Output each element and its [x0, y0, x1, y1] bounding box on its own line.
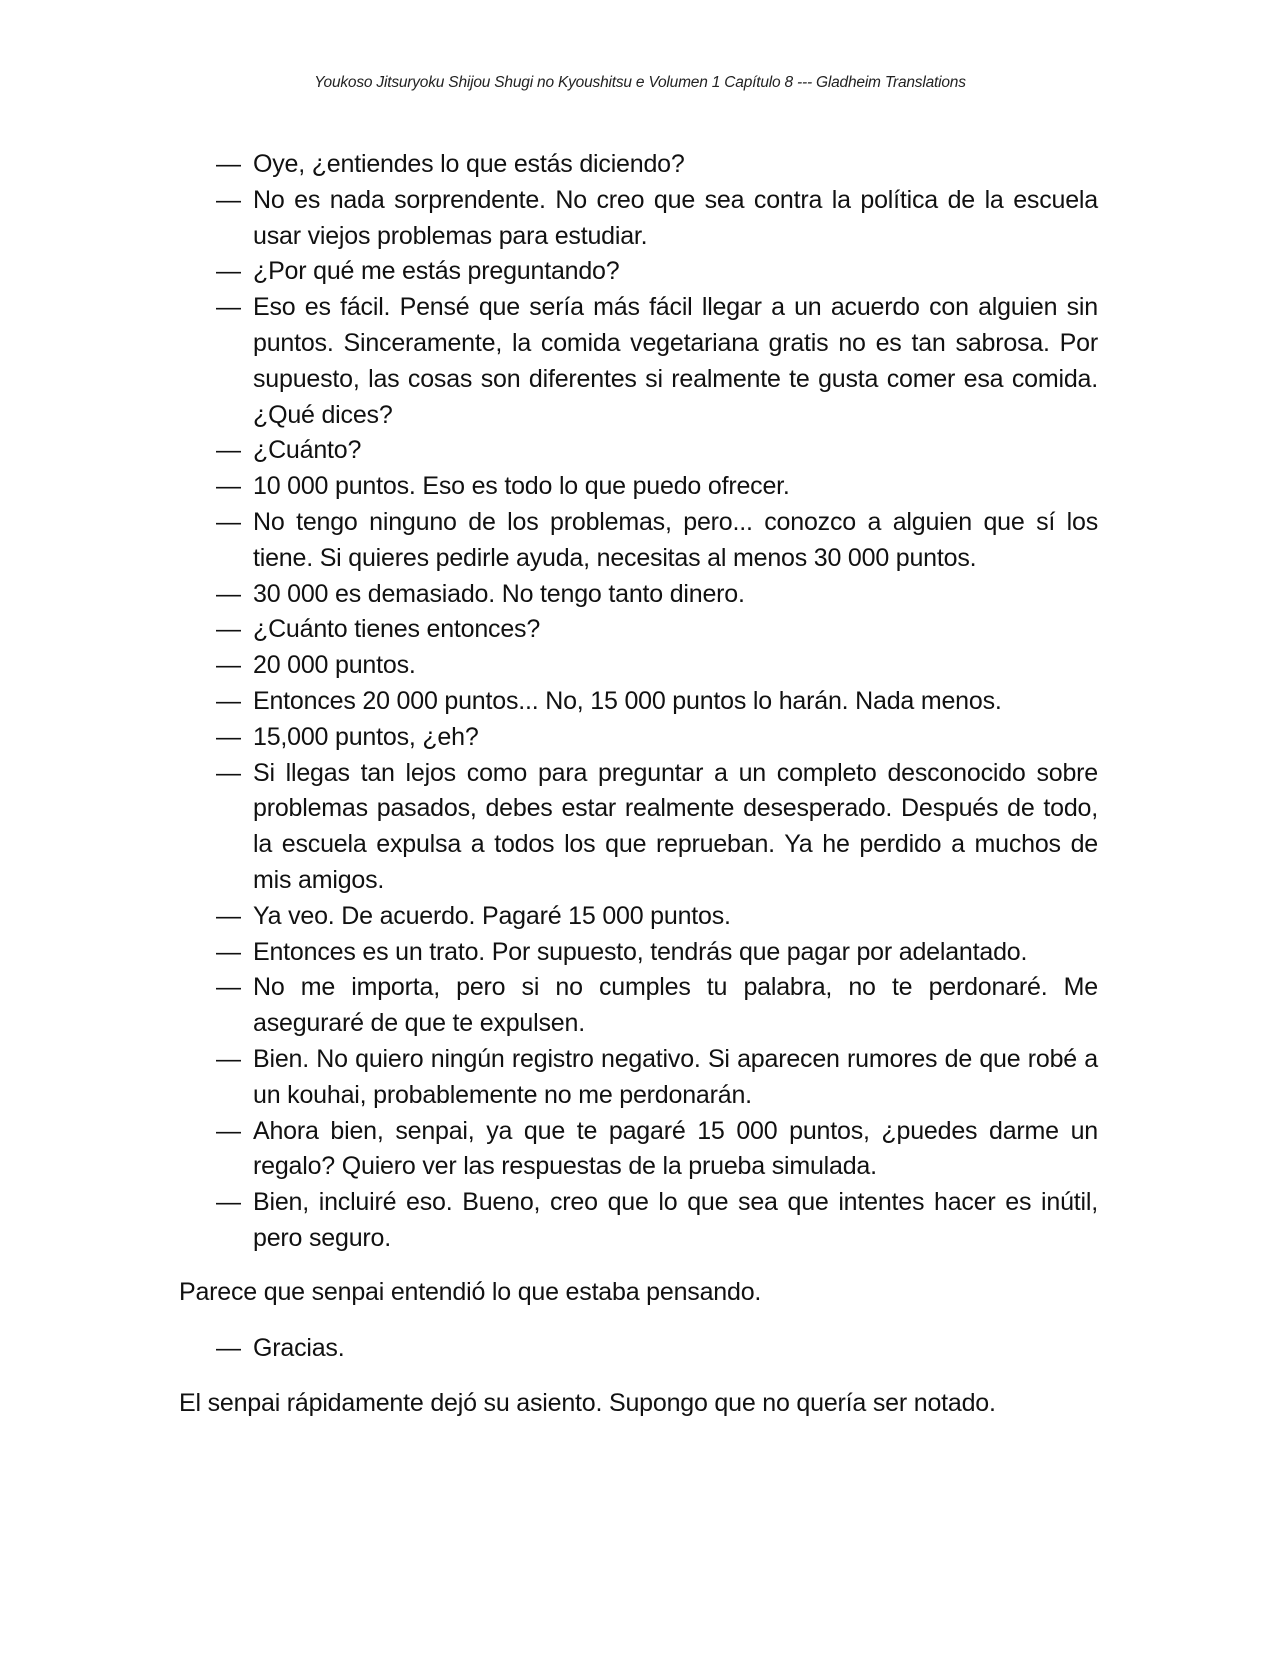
- dialogue-line: [179, 684, 1098, 720]
- dialogue-text: Si llegas tan lejos como para preguntar a un completo desconocido sobre problemas pasados, debes estar realmente desesperado. Después de todo, la escuela expulsa a todos los que reprueban. Ya he perdido a muchos de mis amigos.: [253, 758, 1098, 894]
- dialogue-line: [179, 505, 1098, 577]
- dialogue-text: 30 000 es demasiado. No tengo tanto dinero.: [253, 579, 745, 608]
- dialogue-text: ¿Cuánto?: [253, 436, 362, 465]
- dialogue-line: [179, 720, 1098, 756]
- dialogue-dash: —: [216, 579, 241, 608]
- dialogue-text: Gracias.: [253, 1333, 345, 1362]
- dialogue-line: [179, 648, 1098, 684]
- dialogue-dash: —: [216, 615, 241, 644]
- dialogue-text: No me importa, pero si no cumples tu palabra, no te perdonaré. Me aseguraré de que te expulsen.: [253, 973, 1098, 1038]
- dialogue-line: [179, 1114, 1098, 1186]
- dialogue-line: [179, 469, 1098, 505]
- dialogue-dash: —: [216, 436, 241, 465]
- dialogue-dash: —: [216, 937, 241, 966]
- dialogue-line: [179, 612, 1098, 648]
- dialogue-list: [179, 147, 1098, 1257]
- page-header: Youkoso Jitsuryoku Shijou Shugi no Kyoushitsu e Volumen 1 Capítulo 8 --- Gladheim Translations: [314, 74, 966, 91]
- dialogue-text: Bien. No quiero ningún registro negativo. Si aparecen rumores de que robé a un kouhai, probablemente no me perdonarán.: [253, 1044, 1098, 1109]
- dialogue-line: [179, 1185, 1098, 1257]
- dialogue-dash: —: [216, 1116, 241, 1145]
- dialogue-dash: —: [216, 293, 241, 322]
- dialogue-line: [179, 899, 1098, 935]
- dialogue-text: ¿Cuánto tienes entonces?: [253, 615, 541, 644]
- dialogue-dash: —: [216, 507, 241, 536]
- page-body: [179, 147, 1098, 1422]
- dialogue-text: Ya veo. De acuerdo. Pagaré 15 000 puntos.: [253, 901, 731, 930]
- dialogue-dash: —: [216, 1333, 241, 1362]
- dialogue-text: Eso es fácil. Pensé que sería más fácil llegar a un acuerdo con alguien sin puntos. Sinceramente, la comida vegetariana gratis no es tan sabrosa. Por supuesto, las cosas son diferentes si realmente te gusta comer esa comida. ¿Qué dices?: [253, 293, 1098, 429]
- dialogue-text: Entonces 20 000 puntos... No, 15 000 puntos lo harán. Nada menos.: [253, 686, 1002, 715]
- dialogue-dash: —: [216, 1188, 241, 1217]
- dialogue-line: [179, 970, 1098, 1042]
- dialogue-dash: —: [216, 472, 241, 501]
- dialogue-dash: —: [216, 257, 241, 286]
- dialogue-dash: —: [216, 973, 241, 1002]
- dialogue-dash: —: [216, 1044, 241, 1073]
- dialogue-line: [179, 935, 1098, 971]
- dialogue-line: [179, 290, 1098, 433]
- dialogue-text: 20 000 puntos.: [253, 651, 416, 680]
- dialogue-line: [179, 577, 1098, 613]
- dialogue-line: [179, 147, 1098, 183]
- dialogue-dash: —: [216, 758, 241, 787]
- dialogue-line: [179, 183, 1098, 255]
- dialogue-line: [179, 756, 1098, 899]
- dialogue-text: ¿Por qué me estás preguntando?: [253, 257, 620, 286]
- narration-paragraph: El senpai rápidamente dejó su asiento. Supongo que no quería ser notado.: [179, 1389, 996, 1418]
- dialogue-line: [179, 1042, 1098, 1114]
- dialogue-line: [179, 1331, 1098, 1367]
- dialogue-dash: —: [216, 651, 241, 680]
- dialogue-text: Entonces es un trato. Por supuesto, tendrás que pagar por adelantado.: [253, 937, 1028, 966]
- dialogue-text: No es nada sorprendente. No creo que sea contra la política de la escuela usar viejos problemas para estudiar.: [253, 185, 1098, 250]
- dialogue-dash: —: [216, 686, 241, 715]
- dialogue-text: Oye, ¿entiendes lo que estás diciendo?: [253, 150, 685, 178]
- dialogue-dash: —: [216, 901, 241, 930]
- dialogue-dash: —: [216, 185, 241, 214]
- dialogue-line: [179, 254, 1098, 290]
- dialogue-dash: —: [216, 150, 241, 178]
- narration-paragraph: Parece que senpai entendió lo que estaba pensando.: [179, 1277, 762, 1306]
- dialogue-line: [179, 433, 1098, 469]
- dialogue-dash: —: [216, 722, 241, 751]
- dialogue-text: 10 000 puntos. Eso es todo lo que puedo ofrecer.: [253, 472, 790, 501]
- dialogue-text: Ahora bien, senpai, ya que te pagaré 15 000 puntos, ¿puedes darme un regalo? Quiero ver las respuestas de la prueba simulada.: [253, 1116, 1098, 1181]
- dialogue-text: Bien, incluiré eso. Bueno, creo que lo que sea que intentes hacer es inútil, pero seguro.: [253, 1188, 1098, 1252]
- dialogue-text: No tengo ninguno de los problemas, pero... conozco a alguien que sí los tiene. Si quieres pedirle ayuda, necesitas al menos 30 000 puntos.: [253, 507, 1098, 572]
- dialogue-text: 15,000 puntos, ¿eh?: [253, 722, 479, 751]
